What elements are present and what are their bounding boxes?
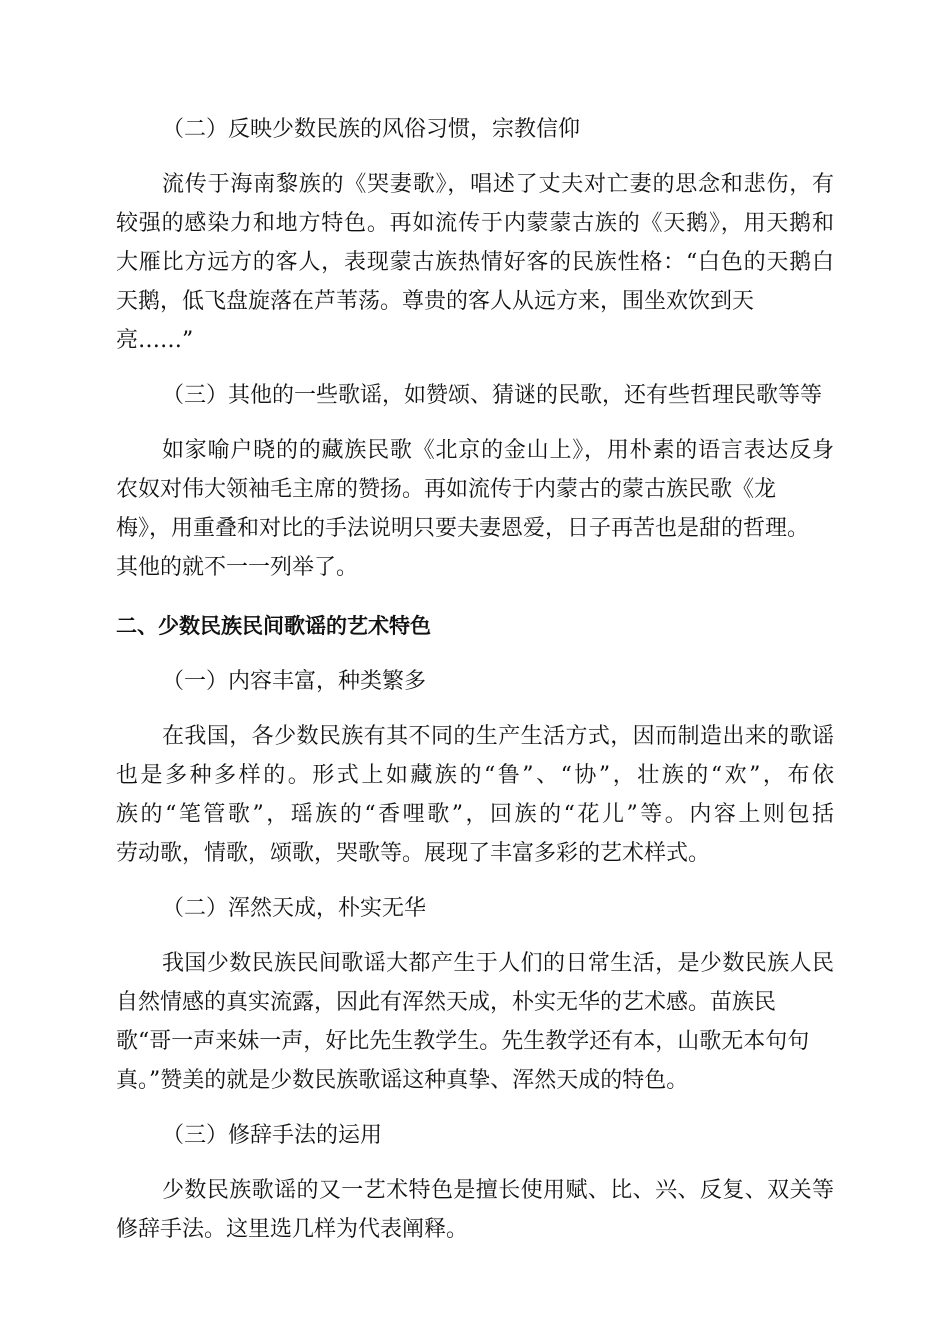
paragraph-line: 农奴对伟大领袖毛主席的赞扬。再如流传于内蒙古的蒙古族民歌《龙: [116, 477, 777, 502]
paragraph-line: 天鹅，低飞盘旋落在芦苇荡。尊贵的客人从远方来，围坐欢饮到天: [116, 289, 755, 314]
paragraph-line: 如家喻户晓的的藏族民歌《北京的金山上》，用朴素的语言表达反身: [162, 438, 834, 463]
paragraph-line: 劳动歌，情歌，颂歌，哭歌等。展现了丰富多彩的艺术样式。: [116, 841, 711, 866]
paragraph-line: 其他的就不一一列举了。: [116, 555, 359, 580]
subheading-natural: （二）浑然天成，朴实无华: [162, 896, 427, 921]
paragraph-line: 歌“哥一声来妹一声，好比先生教学生。先生教学还有本，山歌无本句句: [116, 1029, 810, 1054]
paragraph-line: 大雁比方远方的客人，表现蒙古族热情好客的民族性格：“白色的天鹅白: [116, 250, 834, 275]
paragraph-line: 我国少数民族民间歌谣大都产生于人们的日常生活，是少数民族人民: [162, 951, 834, 976]
subheading-rich-content: （一）内容丰富，种类繁多: [162, 669, 427, 694]
paragraph-line: 真。”赞美的就是少数民族歌谣这种真挚、浑然天成的特色。: [116, 1068, 689, 1093]
paragraph-line: 也是多种多样的。形式上如藏族的“鲁”、“协”，壮族的“欢”，布依: [116, 763, 835, 788]
paragraph-line: 较强的感染力和地方特色。再如流传于内蒙蒙古族的《天鹅》，用天鹅和: [116, 211, 834, 236]
paragraph-line: 自然情感的真实流露，因此有浑然天成，朴实无华的艺术感。苗族民: [116, 990, 777, 1015]
paragraph-other-songs: [116, 431, 834, 587]
subheading-customs-religion: （二）反映少数民族的风俗习惯，宗教信仰: [162, 117, 581, 142]
paragraph-line: 修辞手法。这里选几样为代表阐释。: [116, 1217, 469, 1242]
paragraph-line: 流传于海南黎族的《哭妻歌》，唱述了丈夫对亡妻的思念和悲伤，有: [162, 172, 834, 197]
paragraph-line: 少数民族歌谣的又一艺术特色是擅长使用赋、比、兴、反复、双关等: [162, 1178, 834, 1203]
document-body: [116, 110, 834, 1249]
paragraph-line: 在我国，各少数民族有其不同的生产生活方式，因而制造出来的歌谣: [162, 724, 834, 749]
section-heading-art-features: 二、少数民族民间歌谣的艺术特色: [116, 614, 431, 638]
paragraph-rhetoric: [116, 1171, 834, 1249]
subheading-rhetoric: （三）修辞手法的运用: [162, 1123, 383, 1148]
paragraph-line: 梅》，用重叠和对比的手法说明只要夫妻恩爱，日子再苦也是甜的哲理。: [116, 516, 810, 541]
paragraph-natural: [116, 944, 834, 1100]
paragraph-rich-content: [116, 717, 834, 873]
subheading-other-songs: （三）其他的一些歌谣，如赞颂、猜谜的民歌，还有些哲理民歌等等: [162, 383, 823, 408]
paragraph-line: 族的“笔管歌”，瑶族的“香哩歌”，回族的“花儿”等。内容上则包括: [116, 802, 835, 827]
paragraph-customs: [116, 165, 834, 360]
paragraph-line: 亮……”: [116, 328, 194, 353]
